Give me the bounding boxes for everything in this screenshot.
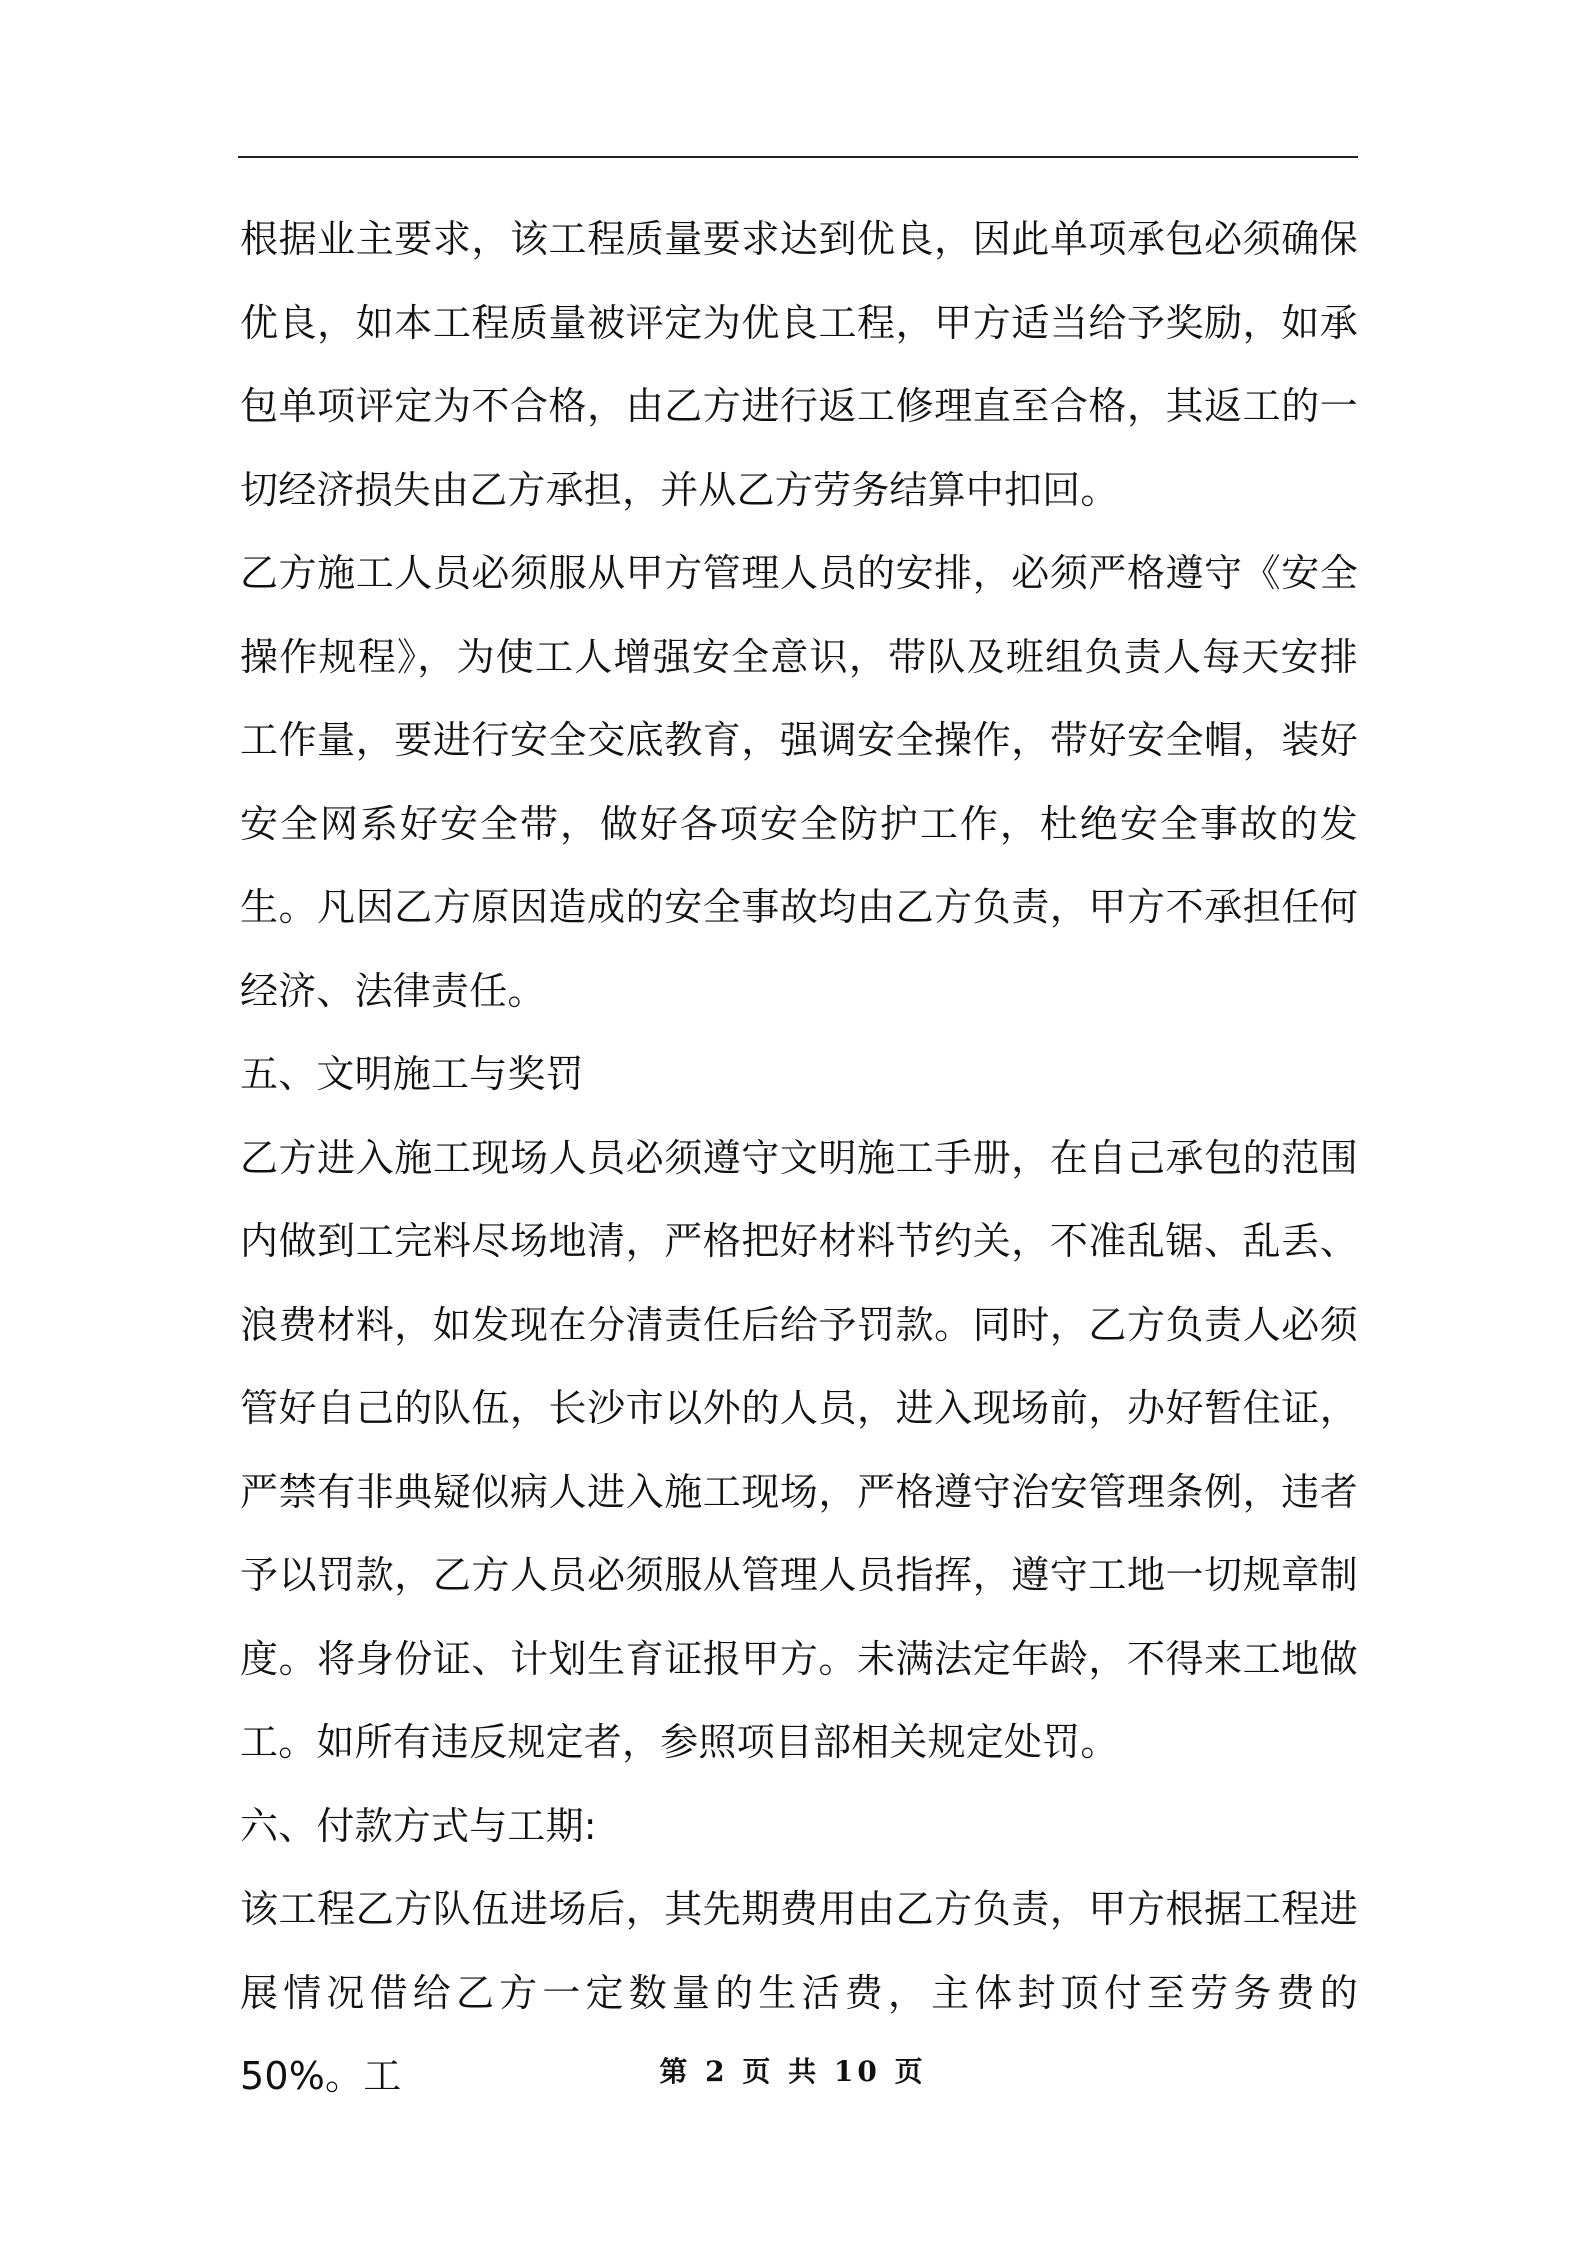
section-heading-civilized-construction: 五、文明施工与奖罚 <box>240 1052 584 1096</box>
section-heading-payment: 六、付款方式与工期: <box>240 1803 597 1848</box>
page-number-footer: 第 2 页 共 10 页 <box>659 2055 927 2088</box>
paragraph-civilized-construction: 乙方进入施工现场人员必须遵守文明施工手册，在自己承包的范围内做到工完料尽场地清，严格把好材料节约关，不准乱锯、乱丢、浪费材料，如发现在分清责任后给予罚款。同时，乙方负责人必须管好自己的队伍，长沙市以外的人员，进入现场前，办好暂住证，严禁有非典疑似病人进入施工现场，严格遵守治安管理条例，违者予以罚款，乙方人员必须服从管理人员指挥，遵守工地一切规章制度。将身份证、计划生育证报甲方。未满法定年龄，不得来工地做工。如所有违反规定者，参照项目部相关规定处罚。 <box>240 1135 1358 1764</box>
paragraph-safety: 乙方施工人员必须服从甲方管理人员的安排，必须严格遵守《安全操作规程》，为使工人增强安全意识，带队及班组负责人每天安排工作量，要进行安全交底教育，强调安全操作，带好安全帽，装好安全网系好安全带，做好各项安全防护工作，杜绝安全事故的发生。凡因乙方原因造成的安全事故均由乙方负责，甲方不承担任何经济、法律责任。 <box>240 551 1358 1013</box>
paragraph-quality: 根据业主要求，该工程质量要求达到优良，因此单项承包必须确保优良，如本工程质量被评定为优良工程，甲方适当给予奖励，如承包单项评定为不合格，由乙方进行返工修理直至合格，其返工的一切经济损失由乙方承担，并从乙方劳务结算中扣回。 <box>240 217 1358 512</box>
header-rule <box>238 156 1358 158</box>
paragraph-payment: 该工程乙方队伍进场后，其先期费用由乙方负责，甲方根据工程进展情况借给乙方一定数量的生活费，主体封顶付至劳务费的 50%。工 <box>240 1887 1358 2098</box>
document-body <box>240 198 1358 2119</box>
